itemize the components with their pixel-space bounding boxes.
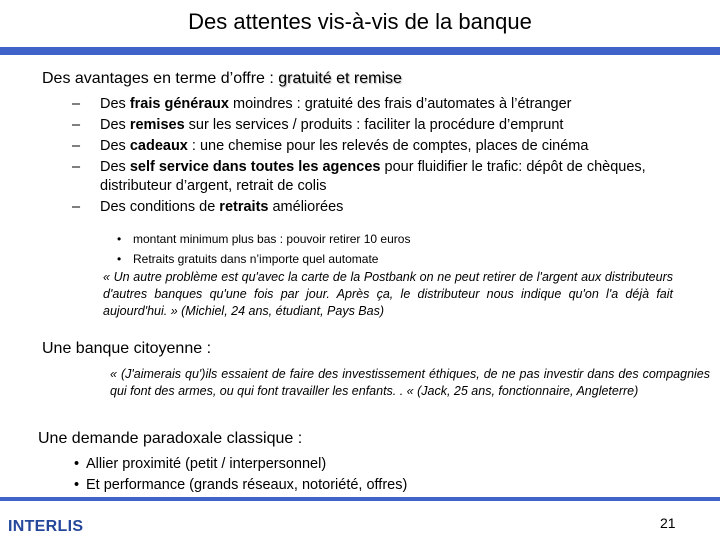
dash-marker: –: [72, 138, 81, 154]
bullet-marker: •: [117, 232, 122, 246]
bullet-marker: •: [74, 456, 80, 472]
dash-marker: –: [72, 117, 81, 133]
item-post: : une chemise pour les relevés de comptes, places de cinéma: [187, 138, 589, 154]
list-item: [117, 249, 410, 269]
paradox-list: [74, 454, 408, 496]
withdrawal-sublist: [117, 229, 411, 269]
dash-marker: –: [72, 96, 81, 112]
interlis-logo: INTERLIS: [8, 518, 84, 535]
section-offer-heading: [42, 70, 402, 88]
item-pre: Des: [100, 138, 130, 154]
list-item: [72, 94, 660, 115]
section-citizen-heading: Une banque citoyenne :: [42, 340, 212, 357]
item-bold: cadeaux: [129, 138, 188, 154]
footer-divider: [0, 497, 720, 501]
dash-marker: –: [72, 199, 81, 215]
page-number: 21: [660, 515, 676, 531]
item-bold: retraits: [219, 199, 269, 215]
subitem-text: montant minimum plus bas : pouvoir retirer 10 euros: [133, 232, 411, 246]
citizen-quote: « (J'aimerais qu')ils essaient de faire des investissement éthiques, de ne pas investir dans des compagnies qui font des armes, ou qui font travailler les enfants. . « (Jack, 25 ans, fonctionnaire, Angleterre): [110, 367, 710, 398]
list-item: [72, 115, 660, 136]
item-post: améliorées: [268, 199, 344, 215]
postbank-quote: « Un autre problème est qu'avec la carte de la Postbank on ne peut retirer de l'argent aux distributeurs d'autres banques qu'une fois par jour. Après ça, le distributeur nous indique qu'on l'a déjà fait aujourd'hui. » (Michiel, 24 ans, étudiant, Pays Bas): [103, 270, 673, 318]
item-bold: remises: [129, 117, 185, 133]
list-item: [72, 157, 660, 196]
item-pre: Des: [100, 96, 130, 112]
dash-marker: –: [72, 159, 81, 175]
item-pre: Des: [100, 117, 130, 133]
list-item: [72, 196, 660, 218]
item-bold: self service dans toutes les agences: [129, 159, 381, 175]
list-item: [74, 454, 407, 475]
item-post: moindres : gratuité des frais d’automates à l’étranger: [228, 96, 572, 112]
subitem-text: Retraits gratuits dans n’importe quel automate: [133, 252, 379, 266]
section-offer-heading-emph: gratuité et remise: [278, 70, 402, 87]
item-pre: Des conditions de: [100, 199, 220, 215]
title-divider: [0, 47, 720, 55]
bullet-marker: •: [117, 252, 122, 266]
list-item: [74, 475, 408, 496]
list-item: [72, 136, 660, 157]
item-pre: Des: [100, 159, 130, 175]
offer-advantages-list: [72, 94, 660, 218]
item-bold: frais généraux: [129, 96, 229, 112]
list-item: [117, 229, 411, 249]
bullet-marker: •: [74, 477, 80, 493]
item-text: Allier proximité (petit / interpersonnel): [86, 456, 327, 472]
item-post: pour fluidifier le trafic: dépôt de chèques, distributeur d’argent, retrait de colis: [100, 159, 646, 194]
section-offer-heading-prefix: Des avantages en terme d’offre :: [42, 70, 279, 87]
item-post: sur les services / produits : faciliter la procédure d’emprunt: [184, 117, 564, 133]
section-paradox-heading: Une demande paradoxale classique :: [38, 430, 303, 447]
slide-title: Des attentes vis-à-vis de la banque: [188, 9, 532, 34]
item-text: Et performance (grands réseaux, notoriété, offres): [86, 477, 408, 493]
